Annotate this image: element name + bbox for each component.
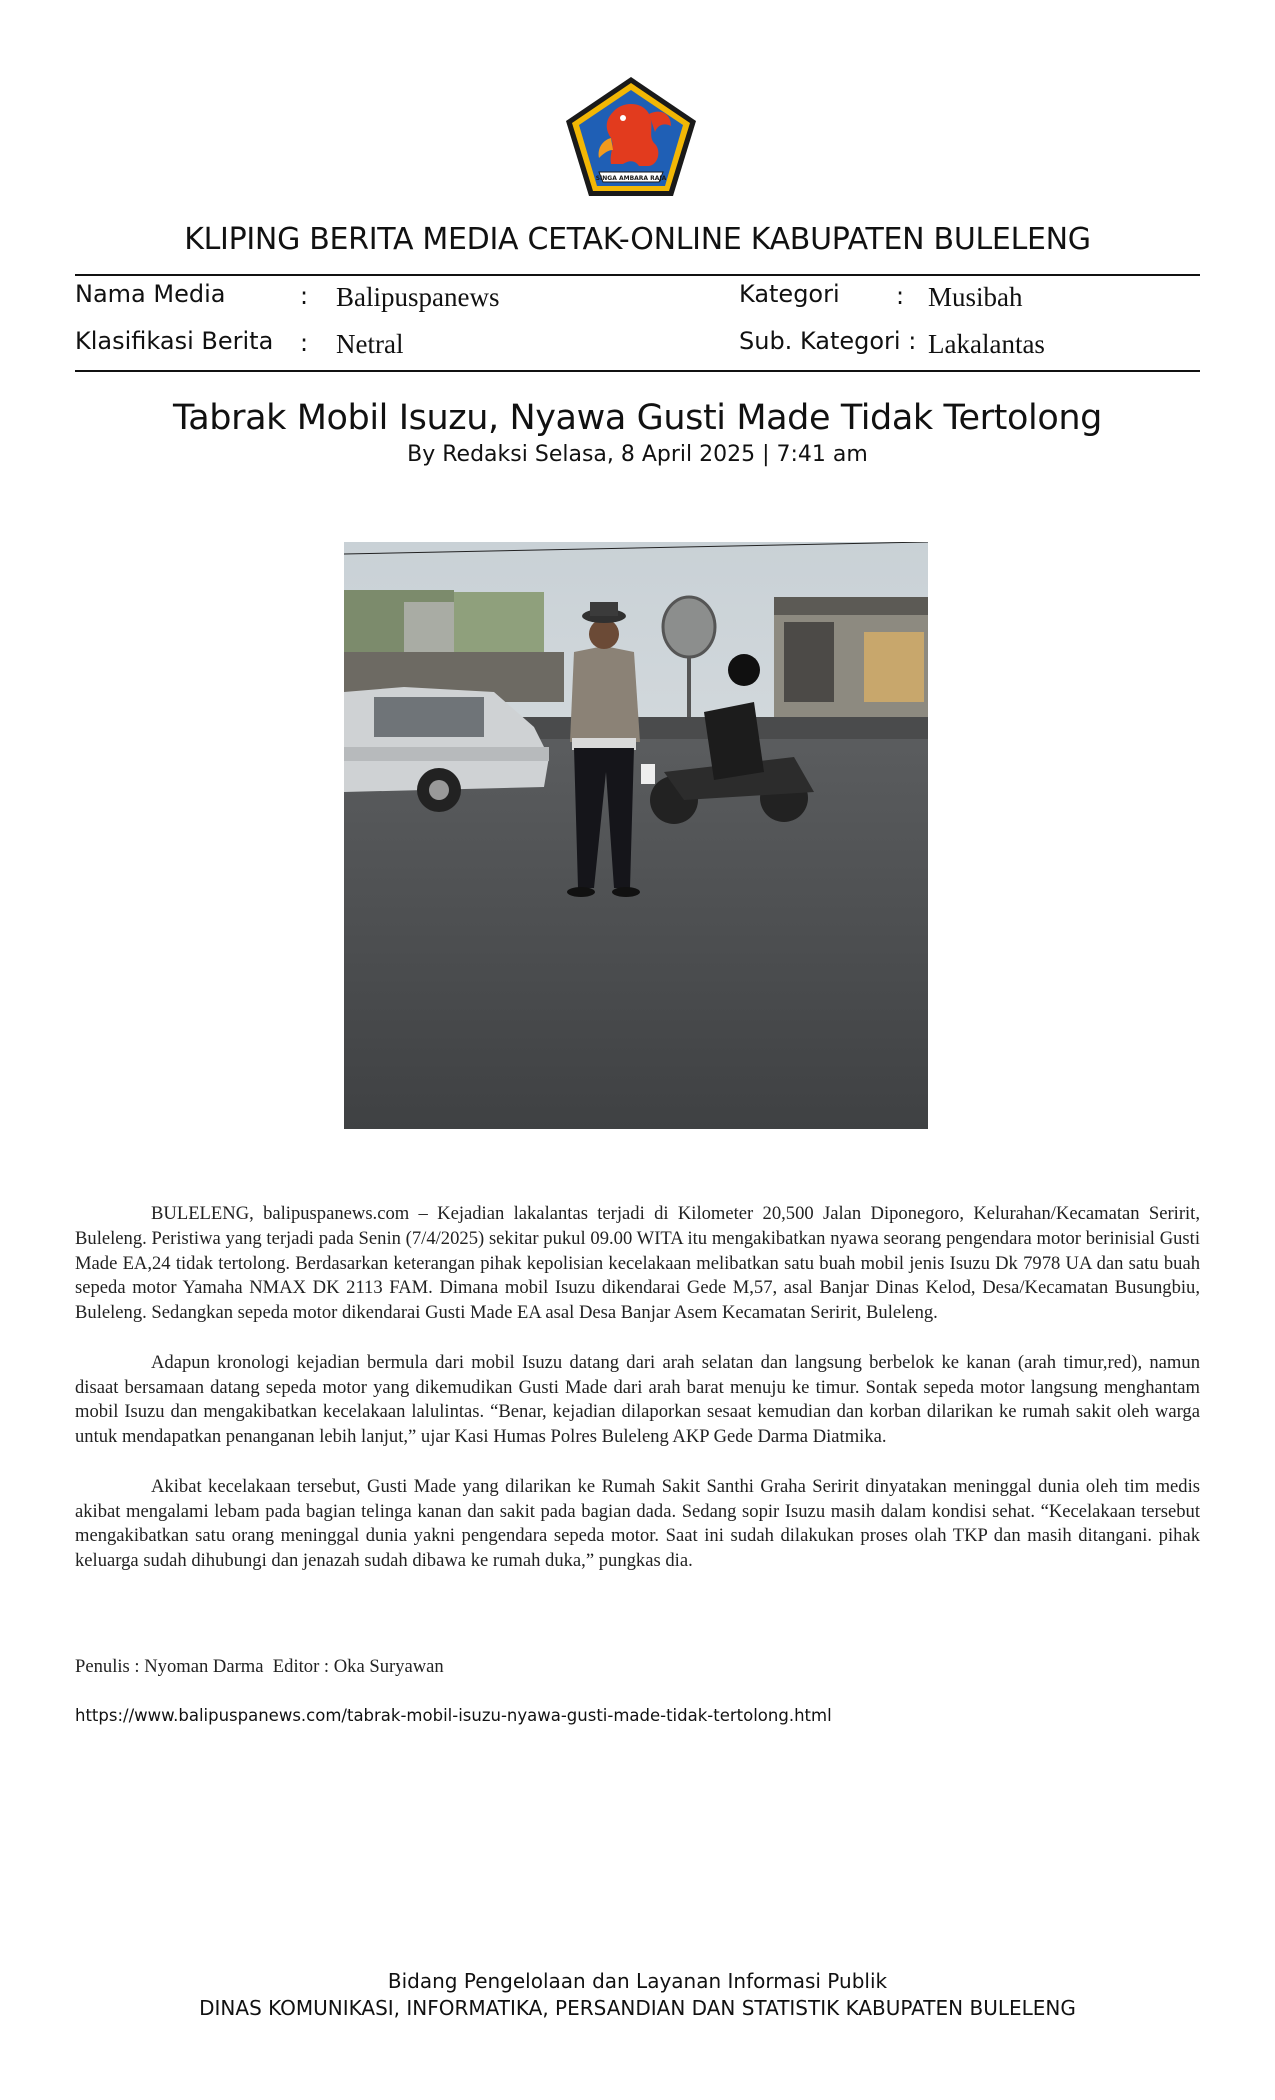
sub-category-value: Lakalantas: [928, 329, 1045, 359]
news-classification-label: Klasifikasi Berita: [75, 327, 274, 355]
category-value: Musibah: [928, 282, 1023, 312]
article-paragraph: BULELENG, balipuspanews.com – Kejadian lakalantas terjadi di Kilometer 20,500 Jalan Diponegoro, Kelurahan/Kecamatan Seririt, Buleleng. Peristiwa yang terjadi pada Senin (7/4/2025) sekitar pukul 09.00 WITA itu mengakibatkan nyawa seorang pengendara motor berinisial Gusti Made EA,24 tidak tertolong. Berdasarkan keterangan pihak kepolisian kecelakaan melibatkan satu buah mobil jenis Isuzu Dk 7978 UA dan satu buah sepeda motor Yamaha NMAX DK 2113 FAM. Dimana mobil Isuzu dikendarai Gede M,57, asal Banjar Dinas Kelod, Desa/Kecamatan Busungbiu, Buleleng. Sedangkan sepeda motor dikendarai Gusti Made EA asal Desa Banjar Asem Kecamatan Seririt, Buleleng.: [75, 1203, 1200, 1324]
article-paragraph: Adapun kronologi kejadian bermula dari mobil Isuzu datang dari arah selatan dan langsung berbelok ke kanan (arah timur,red), namun disaat bersamaan datang sepeda motor yang dikemudikan Gusti Made dari arah barat menuju ke timur. Sontak sepeda motor langsung menghantam mobil Isuzu dan mengakibatkan kecelakaan lalulintas. “Benar, kejadian dilaporkan sesaat kemudian dan korban dilarikan ke rumah sakit oleh warga untuk mendapatkan penanganan lebih lanjut,” ujar Kasi Humas Polres Buleleng AKP Gede Darma Diatmika.: [75, 1351, 1200, 1448]
media-name-value: Balipuspanews: [336, 282, 500, 312]
footer-department: DINAS KOMUNIKASI, INFORMATIKA, PERSANDIAN DAN STATISTIK KABUPATEN BULELENG: [199, 1996, 1076, 2020]
category-label: Kategori: [739, 280, 840, 308]
footer-division: Bidang Pengelolaan dan Layanan Informasi Publik: [387, 1969, 888, 1993]
header-divider-top: [75, 274, 1200, 276]
media-name-colon: :: [300, 282, 309, 310]
clipping-header-title: KLIPING BERITA MEDIA CETAK-ONLINE KABUPATEN BULELENG: [184, 222, 1091, 257]
article-title: Tabrak Mobil Isuzu, Nyawa Gusti Made Tidak Tertolong: [173, 398, 1102, 438]
news-classification-value: Netral: [336, 329, 404, 359]
news-classification-colon: :: [300, 329, 309, 357]
category-colon: :: [896, 282, 905, 310]
author-editor-credit: Penulis : Nyoman Darma Editor : Oka Suryawan: [75, 1656, 444, 1677]
buleleng-regency-logo: [563, 74, 699, 200]
logo-motto: SINGA AMBARA RAJA: [595, 175, 667, 182]
media-name-label: Nama Media: [75, 280, 226, 308]
sub-category-label: Sub. Kategori :: [739, 327, 917, 355]
source-url: https://www.balipuspanews.com/tabrak-mobil-isuzu-nyawa-gusti-made-tidak-tertolong.html: [75, 1706, 832, 1725]
header-divider-bottom: [75, 370, 1200, 372]
article-body: [75, 1202, 1200, 1599]
article-byline: By Redaksi Selasa, 8 April 2025 | 7:41 am: [407, 442, 868, 467]
article-photo: [344, 542, 928, 1129]
article-paragraph: Akibat kecelakaan tersebut, Gusti Made yang dilarikan ke Rumah Sakit Santhi Graha Seririt dinyatakan meninggal dunia oleh tim medis akibat mengalami lebam pada bagian telinga kanan dan sakit pada bagian dada. Sedang sopir Isuzu masih dalam kondisi sehat. “Kecelakaan tersebut mengakibatkan satu orang meninggal dunia yakni pengendara sepeda motor. Saat ini sudah dilakukan proses olah TKP dan masih ditangani. pihak keluarga sudah dihubungi dan jenazah sudah dibawa ke rumah duka,” pungkas dia.: [75, 1475, 1200, 1572]
